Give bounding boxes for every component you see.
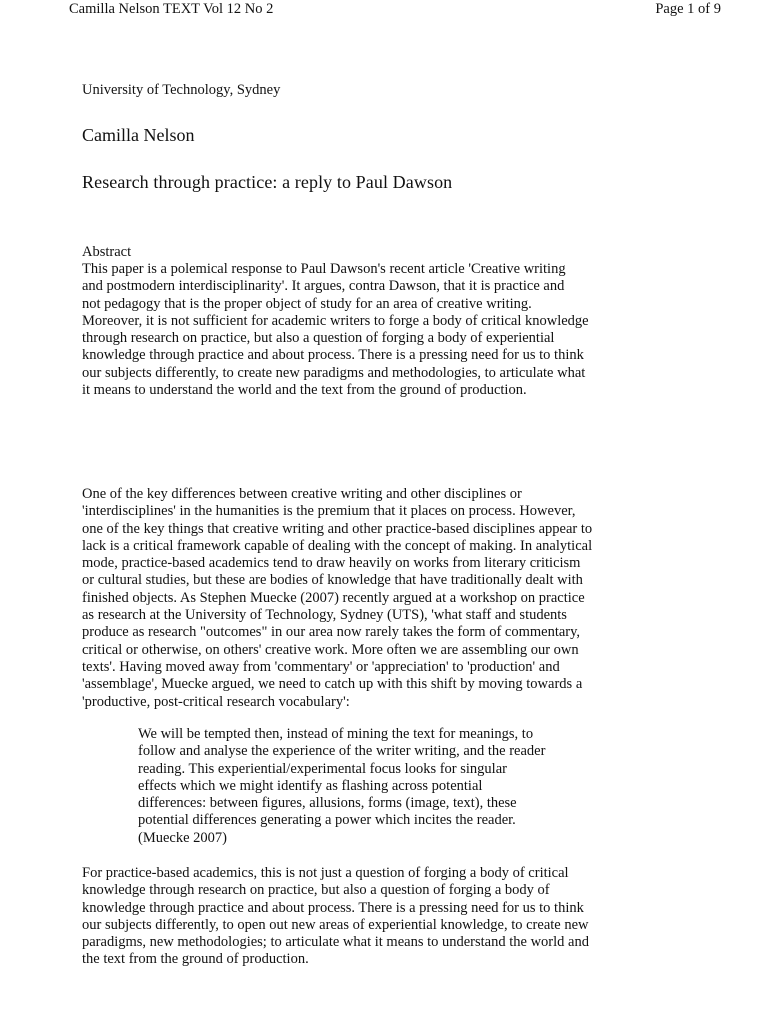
body-paragraph	[82, 865, 642, 969]
abstract-heading: Abstract	[82, 244, 132, 260]
author-name: Camilla Nelson	[82, 125, 195, 145]
text-line: 'assemblage', Muecke argued, we need to catch up with this shift by moving towards a	[82, 676, 583, 693]
text-line: critical or otherwise, on others' creative work. More often we are assembling our own	[82, 641, 579, 658]
text-line: one of the key things that creative writing and other practice-based disciplines appear to	[82, 520, 593, 537]
text-line: not pedagogy that is the proper object of study for an area of creative writing.	[82, 295, 532, 312]
page-header	[0, 0, 768, 22]
text-line: paradigms, new methodologies; to articulate what it means to understand the world and	[82, 934, 589, 951]
text-line: 'productive, post-critical research vocabulary':	[82, 693, 350, 710]
text-line: produce as research "outcomes" in our area now rarely takes the form of commentary,	[82, 624, 581, 641]
running-header-title: Camilla Nelson TEXT Vol 12 No 2	[69, 1, 274, 17]
text-line: the text from the ground of production.	[82, 951, 309, 968]
block-quote	[138, 726, 578, 847]
text-line: For practice-based academics, this is not just a question of forging a body of critical	[82, 865, 569, 881]
quote-citation: (Muecke 2007)	[138, 829, 227, 846]
text-line: it means to understand the world and the text from the ground of production.	[82, 382, 527, 399]
text-line: and postmodern interdisciplinarity'. It argues, contra Dawson, that it is practice and	[82, 278, 565, 295]
author-affiliation: University of Technology, Sydney	[82, 82, 281, 98]
abstract-paragraph	[82, 261, 642, 399]
article-title: Research through practice: a reply to Paul Dawson	[82, 172, 453, 192]
text-line: as research at the University of Technology, Sydney (UTS), 'what staff and students	[82, 607, 567, 624]
page-number: Page 1 of 9	[655, 1, 721, 17]
text-line: knowledge through practice and about process. There is a pressing need for us to think	[82, 899, 584, 916]
text-line: through research on practice, but also a question of forging a body of experiential	[82, 330, 555, 347]
quote-line: potential differences generating a power which incites the reader.	[138, 812, 516, 829]
text-line: 'interdisciplines' in the humanities is the premium that it places on process. However,	[82, 503, 576, 520]
text-line: finished objects. As Stephen Muecke (2007) recently argued at a workshop on practice	[82, 589, 585, 606]
quote-line: We will be tempted then, instead of mining the text for meanings, to	[138, 726, 534, 742]
quote-line: differences: between figures, allusions, forms (image, text), these	[138, 795, 517, 812]
body-paragraph	[82, 486, 642, 711]
text-line: or cultural studies, but these are bodies of knowledge that have traditionally dealt with	[82, 572, 583, 589]
text-line: knowledge through research on practice, but also a question of forging a body of	[82, 882, 550, 899]
quote-line: follow and analyse the experience of the writer writing, and the reader	[138, 743, 546, 760]
text-line: our subjects differently, to create new paradigms and methodologies, to articulate what	[82, 364, 586, 381]
text-line: knowledge through practice and about process. There is a pressing need for us to think	[82, 347, 584, 364]
text-line: mode, practice-based academics tend to draw heavily on works from literary criticism	[82, 555, 581, 572]
text-line: our subjects differently, to open out new areas of experiential knowledge, to create new	[82, 916, 589, 933]
text-line: texts'. Having moved away from 'commentary' or 'appreciation' to 'production' and	[82, 658, 560, 675]
quote-line: effects which we might identify as flashing across potential	[138, 777, 483, 794]
text-line: lack is a critical framework capable of dealing with the concept of making. In analytical	[82, 537, 593, 554]
text-line: Moreover, it is not sufficient for academic writers to forge a body of critical knowledge	[82, 312, 589, 329]
quote-line: reading. This experiential/experimental focus looks for singular	[138, 760, 507, 777]
text-line: This paper is a polemical response to Paul Dawson's recent article 'Creative writing	[82, 261, 566, 277]
text-line: One of the key differences between creative writing and other disciplines or	[82, 486, 522, 502]
